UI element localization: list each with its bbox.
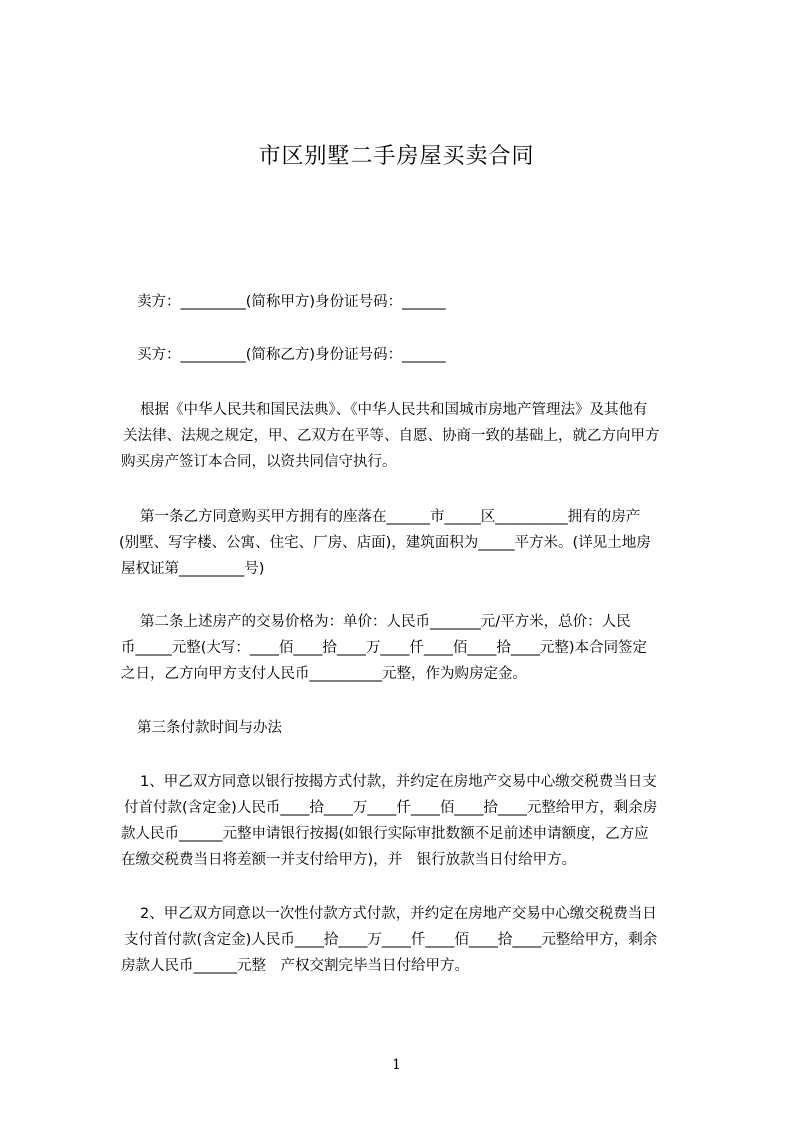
article-1-line: 屋权证第_________号): [121, 561, 265, 577]
article-2-line: 币_____元整(大写：____佰____拾____万____仟____佰____拾____元整)本合同签定: [121, 640, 648, 656]
clause-2-line: 支付首付款(含定金)人民币____拾____万____仟____佰____拾____元整给甲方，剩余: [124, 932, 658, 948]
document-title: 市区别墅二手房屋买卖合同: [258, 144, 535, 169]
clause-2-line: 房款人民币______元整 产权交割完毕当日付给甲方。: [121, 958, 469, 974]
article-3-heading: 第三条付款时间与办法: [137, 720, 282, 736]
buyer-line: 买方：_________(简称乙方)身份证号码：______: [137, 347, 446, 363]
article-1-line: 第一条乙方同意购买甲方拥有的座落在______市_____区__________拥有的房产: [140, 509, 641, 525]
clause-1-line: 在缴交税费当日将差额一并支付给甲方)，并 银行放款当日付给甲方。: [121, 852, 577, 868]
intro-line: 关法律、法规之规定，甲、乙双方在平等、自愿、协商一致的基础上，就乙方向甲方: [123, 428, 660, 444]
seller-line: 卖方：_________(简称甲方)身份证号码：______: [137, 294, 446, 310]
article-1-line: (别墅、写字楼、公寓、住宅、厂房、店面)，建筑面积为_____平方米。(详见土地房: [119, 535, 651, 551]
clause-2-line: 2、甲乙双方同意以一次性付款方式付款，并约定在房地产交易中心缴交税费当日: [140, 906, 657, 922]
page-number: 1: [392, 1057, 401, 1073]
clause-1-line: 付首付款(含定金)人民币____拾____万____仟____佰____拾____元整给甲方，剩余房: [124, 800, 658, 816]
article-2-line: 之日，乙方向甲方支付人民币__________元整，作为购房定金。: [121, 666, 527, 682]
intro-line: 购买房产签订本合同，以资共同信守执行。: [121, 454, 397, 470]
clause-1-line: 1、甲乙双方同意以银行按揭方式付款，并约定在房地产交易中心缴交税费当日支: [140, 774, 657, 790]
intro-line: 根据《中华人民共和国民法典》、《中华人民共和国城市房地产管理法》及其他有: [140, 402, 648, 418]
clause-1-line: 款人民币______元整申请银行按揭(如银行实际审批数额不足前述申请额度，乙方应: [121, 826, 649, 842]
article-2-line: 第二条上述房产的交易价格为：单价：人民币_______元/平方米，总价：人民: [140, 614, 631, 630]
